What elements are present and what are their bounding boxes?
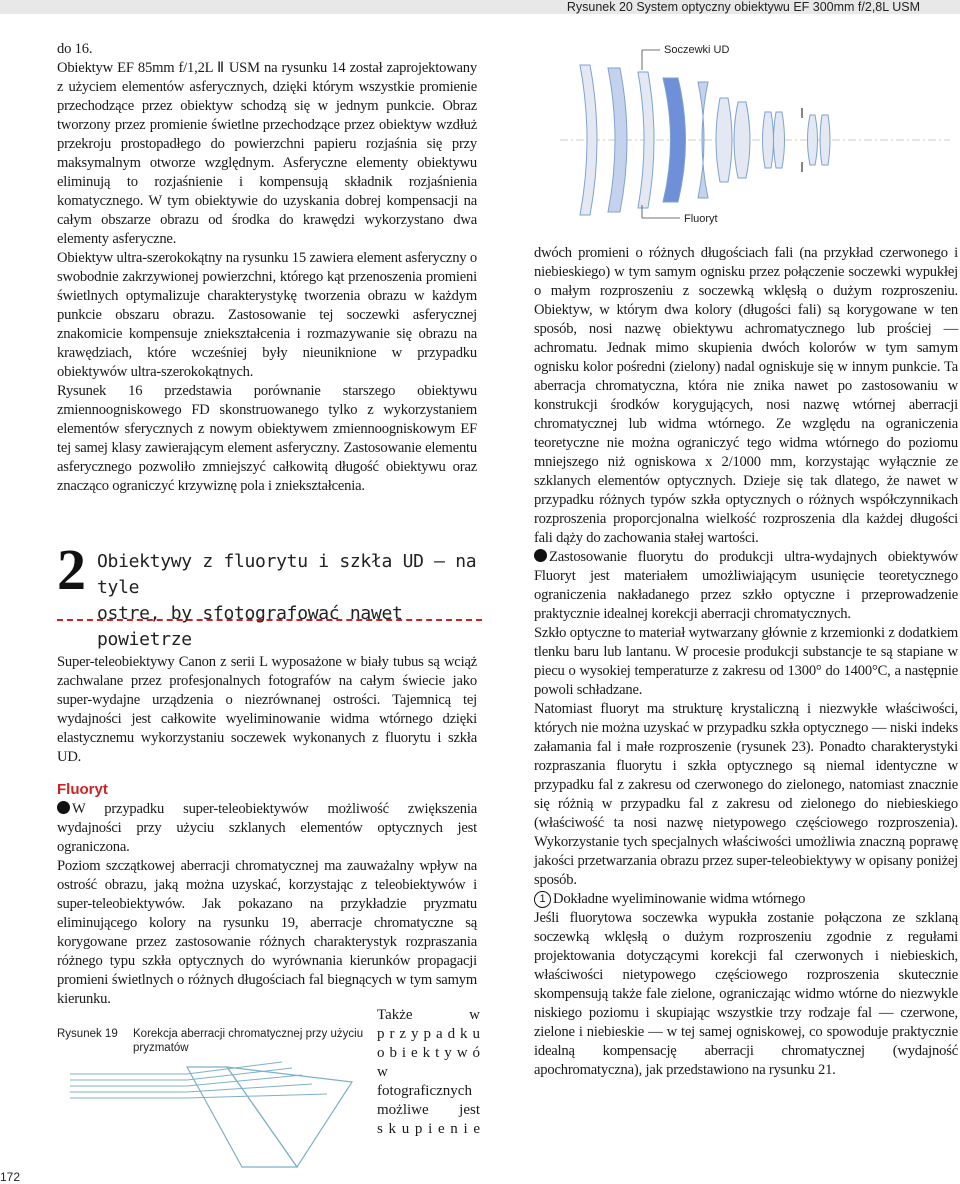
paragraph: Super-teleobiektywy Canon z serii L wyposażone w biały tubus są wciąż zachwalane przez profesjonalnych fotografów na całym świecie jako super-wydajne urządzenia o niezrównanej ostrości. Tajemnicą tej wydajności jest całkowite wyeliminowanie widma wtórnego dzięki elastycznemu wykorzystaniu soczewek wykonanych z fluorytu i szkła UD. (57, 654, 477, 765)
figure-20-lens-diagram (560, 40, 950, 240)
lens-element (808, 115, 818, 165)
paragraph: dwóch promieni o różnych długościach fali (na przykład czerwonego i niebieskiego) w tym samym ognisku przez połączenie soczewki wypukłej o małym rozproszeniu z soczewką wklęsłą o dużym rozproszeniu. Obiektyw, w którym dwa kolory (długości fali) są korygowane w ten sposób, nosi nazwę obiektywu achromatycznego lub prościej — achromatu. Jednak mimo skupienia dwóch kolorów w tym samym ognisku kolor pośredni (zielony) nadal ogniskuje się w innym punkcie. Ta aberracja chromatyczna, która nie znika nawet po zastosowaniu w konstrukcji środków korygujących, nosi nazwę wtórnej aberracji chromatycznej lub widma wtórnego. Ze względu na ograniczenia teoretyczne nie można ograniczyć tego widma wtórnego do poziomu mniejszego niż ogniskowa x 2/1000 mm, korzystając wyłącznie ze szklanych elementów optycznych. Dzieje się tak dlatego, że nawet w przypadku różnych typów szkła optycznych o różnych współczynnikach rozproszenia proporcjonalna wielkość rozproszenia dla każdej długości fali dąży do zachowania stałej wartości. (534, 245, 958, 546)
side-note-line: fotograficznych (377, 1083, 472, 1099)
figure-19-label: Rysunek 19 (57, 1028, 118, 1040)
paragraph: do 16. (57, 41, 93, 57)
side-note (377, 1006, 480, 1139)
lens-element (763, 112, 774, 168)
circled-number-icon: 1 (534, 891, 551, 908)
prism-shape (187, 1067, 297, 1167)
section-title-line: Obiektywy z fluorytu i szkła UD — na tyle (97, 551, 477, 598)
side-note-line: możliwe jest (377, 1102, 480, 1118)
section-title-line: ostre, by sfotografować nawet powietrze (97, 603, 403, 650)
side-note-line: o b i e k t y w ó w (377, 1045, 480, 1080)
figure-19-caption-text: Korekcja aberracji chromatycznej przy użyciu pryzmatów (133, 1028, 364, 1054)
light-ray (187, 1094, 327, 1098)
side-note-line: Także w (377, 1007, 480, 1023)
right-column-text (534, 244, 958, 1080)
lens-element (820, 115, 830, 165)
bullet-icon (57, 801, 70, 814)
light-ray (187, 1075, 302, 1086)
lens-element (716, 98, 732, 182)
paragraph-text: Zastosowanie fluorytu do produkcji ultra-wydajnych obiektywów Fluoryt jest materiałem umożliwiającym usunięcie teoretycznego ograniczenia nakładanego przez szkło optyczne i przeprowadzenie praktycznie idealnej korekcji aberracji chromatycznych. (534, 549, 958, 622)
ud-lens-label: Soczewki UD (664, 44, 730, 56)
page-number: 172 (0, 1170, 21, 1184)
fluorite-label: Fluoryt (684, 213, 718, 225)
bullet-icon (534, 549, 547, 562)
side-note-line: p r z y p a d k u (377, 1026, 480, 1042)
lens-element (734, 102, 750, 178)
light-ray (187, 1084, 312, 1092)
paragraph: Szkło optyczne to materiał wytwarzany głównie z krzemionki z dodatkiem tlenku baru lub lantanu. W procesie produkcji substancje te są stapiane w piecu o wysokiej temperaturze z zakresu od 1300° do 1400°C, a następnie powoli schładzane. (534, 625, 958, 698)
section-title (97, 549, 482, 653)
section-intro (57, 653, 477, 767)
section-number: 2 (57, 537, 86, 602)
paragraph: Poziom szczątkowej aberracji chromatycznej ma zauważalny wpływ na ostrość obrazu, jaką można uzyskać, korzystając z teleobiektywów i super-teleobiektywów. Jak pokazano na przykładzie pryzmatu eliminującego kolory na rysunku 19, aberracje chromatyczne są korygowane przez zastosowanie różnych charakterystyk rozpraszania różnego typu szkła optycznych do wyrównania kierunków propagacji promieni świetlnych o różnych długościach fal biegnących w tym samym kierunku. (57, 858, 477, 1007)
fluoryt-heading: Fluoryt (57, 781, 108, 798)
paragraph-text: W przypadku super-teleobiektywów możliwość zwiększenia wydajności przy użyciu szklanych elementów optycznych jest ograniczona. (57, 801, 477, 855)
paragraph: Obiektyw ultra-szerokokątny na rysunku 15 zawiera element asferyczny o swobodnie zakrzywionej powierzchni, którego kąt przenoszenia promieni świetlnych optymalizuje charakterystykę tworzenia obrazu w każdym punkcie obszaru obrazu. Zastosowanie tej soczewki asferycznej znakomicie kompensuje zniekształcenia i rozmazywanie się obrazu na krawędziach, które wcześniej były nieuniknione w przypadku obiektywów ultra-szerokokątnych. (57, 250, 477, 380)
paragraph (57, 800, 477, 857)
section-heading (57, 537, 482, 650)
numbered-heading-text: Dokładne wyeliminowanie widma wtórnego (553, 891, 806, 907)
left-column-text (57, 40, 477, 496)
paragraph: Rysunek 16 przedstawia porównanie starszego obiektywu zmiennoogniskowego FD skonstruowanego tylko z wykorzystaniem elementów sferycznych z nowym obiektywem zmiennoogniskowym EF tej samej klasy zawierającym element asferyczny. Zastosowanie elementu asferycznego pozwoliło zmniejszyć całkowitą długość obiektywu oraz znacząco ograniczyć krzywiznę pola i zniekształcenia. (57, 383, 477, 494)
figure-20-header-title: Rysunek 20 System optyczny obiektywu EF 300mm f/2,8L USM (566, 0, 920, 14)
paragraph (534, 548, 958, 624)
light-ray (187, 1068, 292, 1080)
fluorite-lens-element (663, 78, 686, 202)
side-note-line: s k u p i e n i e (377, 1121, 480, 1137)
figure-19-prism-diagram (52, 1052, 372, 1172)
prism-shape (227, 1067, 352, 1167)
fluoryt-text (57, 800, 477, 1009)
paragraph: Jeśli fluorytowa soczewka wypukła zostanie połączona ze szklaną soczewką wklęsłą o dużym rozproszeniu zgodnie z regułami projektowania dotyczącymi korekcji fal czerwonych i niebieskich, właściwości nietypowego częściowego rozproszenia skutecznie skompensują także fale zielone, ograniczając widmo wtórne do niezwykle niskiego poziomu i skupiając wszystkie trzy rodzaje fal — czerwone, zielone i niebieskie — w tej samej ogniskowej, co spowoduje praktycznie idealną kompensację aberracji chromatycznej (wydajność apochromatyczna), jak przedstawiono na rysunku 21. (534, 910, 958, 1078)
paragraph: Obiektyw EF 85mm f/1,2L Ⅱ USM na rysunku 14 został zaprojektowany z użyciem elementów asferycznych, dzięki którym wszystkie promienie przechodzące przez obiektyw schodzą się w jednym punkcie. Obraz tworzony przez promienie świetlne przechodzące przez obiektyw wzdłuż przekroju prostopadłego do powierzchni papieru rozjaśnia się przy maksymalnym otworze względnym. Asferyczne elementy obiektywu eliminują to rozjaśnienie i kompensują składnik rozjaśnienia komatycznego. W tym obiektywie do uzyskania dobrej kompensacji na całym obszarze obrazu od środka do krawędzi wykorzystano dwa elementy asferyczne. (57, 60, 477, 247)
page-header-bar (0, 0, 960, 14)
lens-element (774, 112, 785, 168)
paragraph: Natomiast fluoryt ma strukturę krystaliczną i niezwykłe właściwości, których nie można uzyskać w przypadku szkła optycznego — niski indeks załamania fal i małe rozproszenie (rysunek 23). Ponadto charakterystyki rozpraszania fluorytu i szkła optycznego są niemal identyczne w przypadku fal z zakresu od czerwonego do zielonego, natomiast znacznie się różnią w przypadku fal z zakresu od zielonego do niebieskiego (właściwość ta nosi nazwę nietypowego częściowego rozproszenia). Wykorzystanie tych specjalnych właściwości umożliwia znaczną poprawę jakości przetwarzania obrazu przez super-teleobiektywy w opisany poniżej sposób. (534, 701, 958, 888)
numbered-heading (534, 890, 958, 909)
